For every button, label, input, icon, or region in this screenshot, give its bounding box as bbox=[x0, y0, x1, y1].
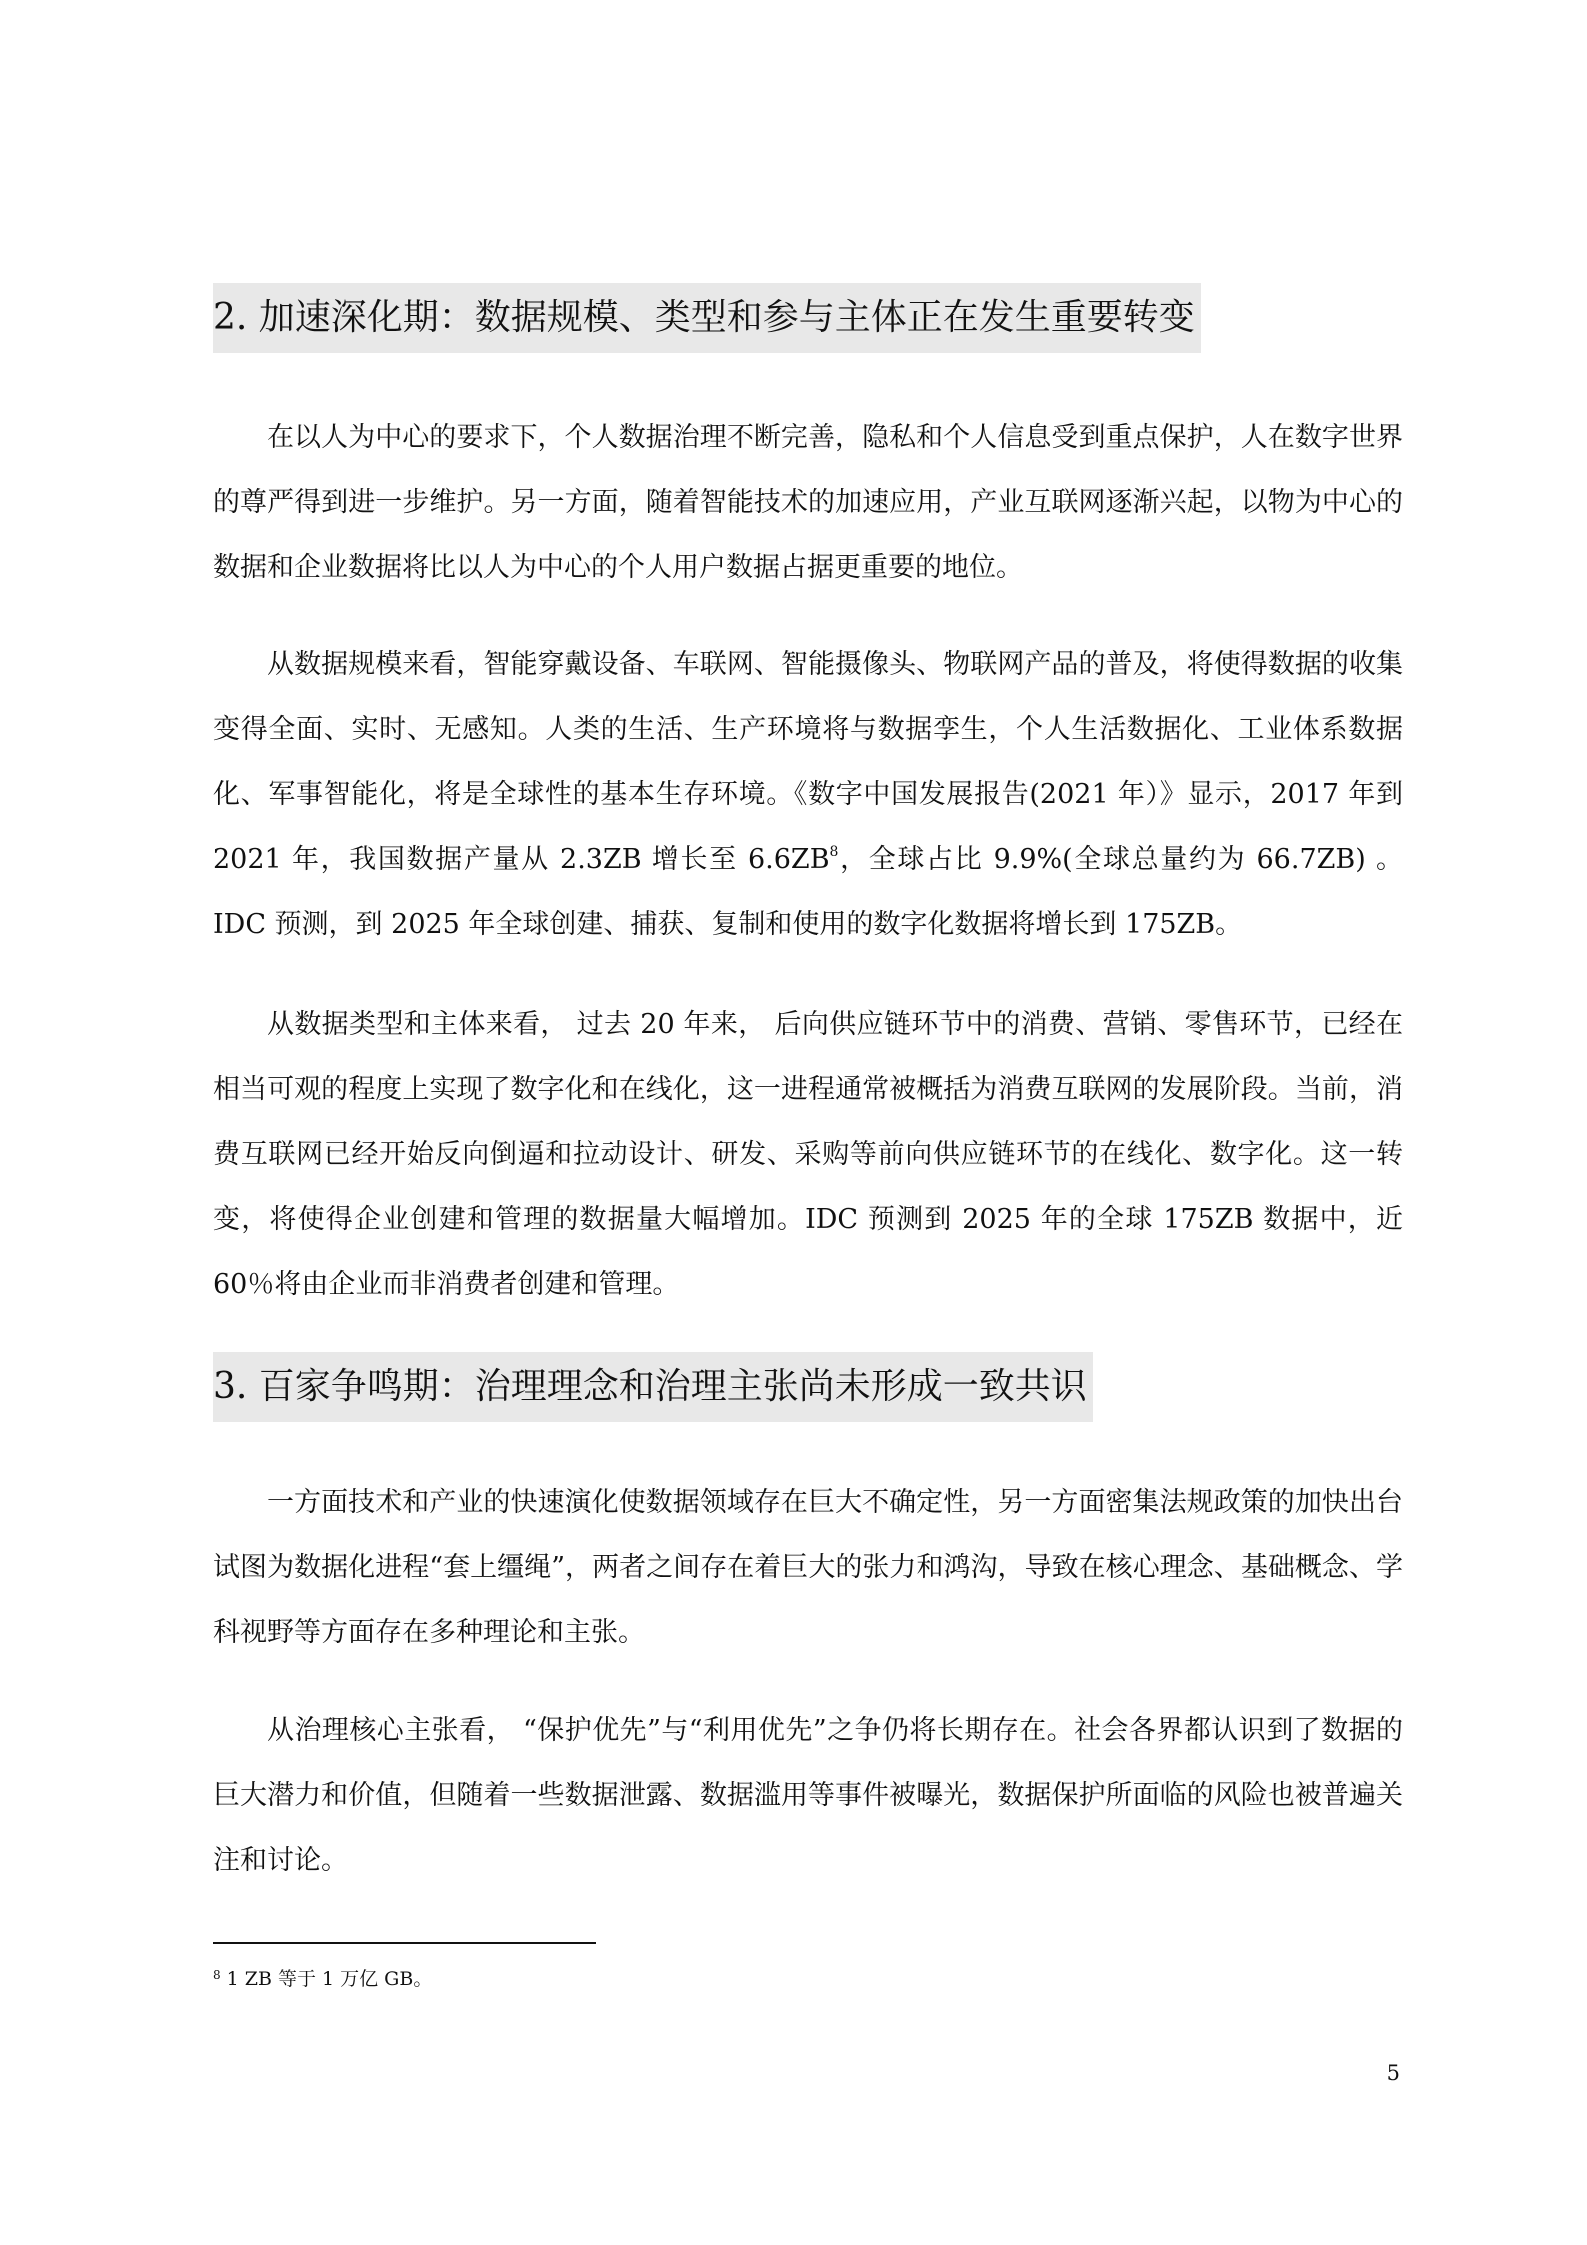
footnote-text: 1 ZB 等于 1 万亿 GB。 bbox=[226, 1968, 433, 1990]
page-number: 5 bbox=[1386, 2061, 1400, 2085]
footnote-8 bbox=[213, 1960, 432, 1994]
section-2-paragraph-3: 从数据类型和主体来看， 过去 20 年来， 后向供应链环节中的消费、营销、零售环节，已经在相当可观的程度上实现了数字化和在线化，这一进程通常被概括为消费互联网的发展阶段。当前，消费互联网已经开始反向倒逼和拉动设计、研发、采购等前向供应链环节的在线化、数字化。这一转变，将使得企业创建和管理的数据量大幅增加。IDC 预测到 2025 年的全球 175ZB 数据中，近 60％将由企业而非消费者创建和管理。 bbox=[213, 1009, 1403, 1300]
section-3-paragraph-1: 一方面技术和产业的快速演化使数据领域存在巨大不确定性，另一方面密集法规政策的加快出台试图为数据化进程“套上缰绳”，两者之间存在着巨大的张力和鸿沟，导致在核心理念、基础概念、学科视野等方面存在多种理论和主张。 bbox=[213, 1487, 1403, 1648]
section-3-paragraph-2: 从治理核心主张看， “保护优先”与“利用优先”之争仍将长期存在。社会各界都认识到了数据的巨大潜力和价值，但随着一些数据泄露、数据滥用等事件被曝光，数据保护所面临的风险也被普遍关注和讨论。 bbox=[213, 1715, 1403, 1876]
section-3-heading bbox=[213, 1352, 1093, 1422]
section-2-paragraph-2 bbox=[213, 632, 1403, 957]
section-3-heading-text: 3. 百家争鸣期：治理理念和治理主张尚未形成一致共识 bbox=[213, 1366, 1087, 1407]
section-2-heading-text: 2. 加速深化期：数据规模、类型和参与主体正在发生重要转变 bbox=[213, 297, 1195, 338]
section-2-paragraph-2-text: 从数据规模来看，智能穿戴设备、车联网、智能摄像头、物联网产品的普及，将使得数据的收集变得全面、实时、无感知。人类的生活、生产环境将与数据孪生，个人生活数据化、工业体系数据化、军事智能化，将是全球性的基本生存环境。《数字中国发展报告(2021 年）》显示，2017 年到 2021 年，我国数据产量从 2.3ZB 增长至 6.6ZB bbox=[213, 649, 1403, 875]
section-2-heading bbox=[213, 283, 1201, 353]
footnote-marker: 8 bbox=[213, 1968, 221, 1982]
footnote-reference-8[interactable]: 8 bbox=[829, 844, 839, 860]
section-2-paragraph-1: 在以人为中心的要求下，个人数据治理不断完善，隐私和个人信息受到重点保护，人在数字世界的尊严得到进一步维护。另一方面，随着智能技术的加速应用，产业互联网逐渐兴起，以物为中心的数据和企业数据将比以人为中心的个人用户数据占据更重要的地位。 bbox=[213, 422, 1403, 583]
footnote-separator bbox=[213, 1942, 596, 1944]
section-2-paragraph-2-tail: ，全球占比 9.9%(全球总量约为 66.7ZB) 。IDC 预测，到 2025 年全球创建、捕获、复制和使用的数字化数据将增长到 175ZB。 bbox=[213, 844, 1403, 940]
